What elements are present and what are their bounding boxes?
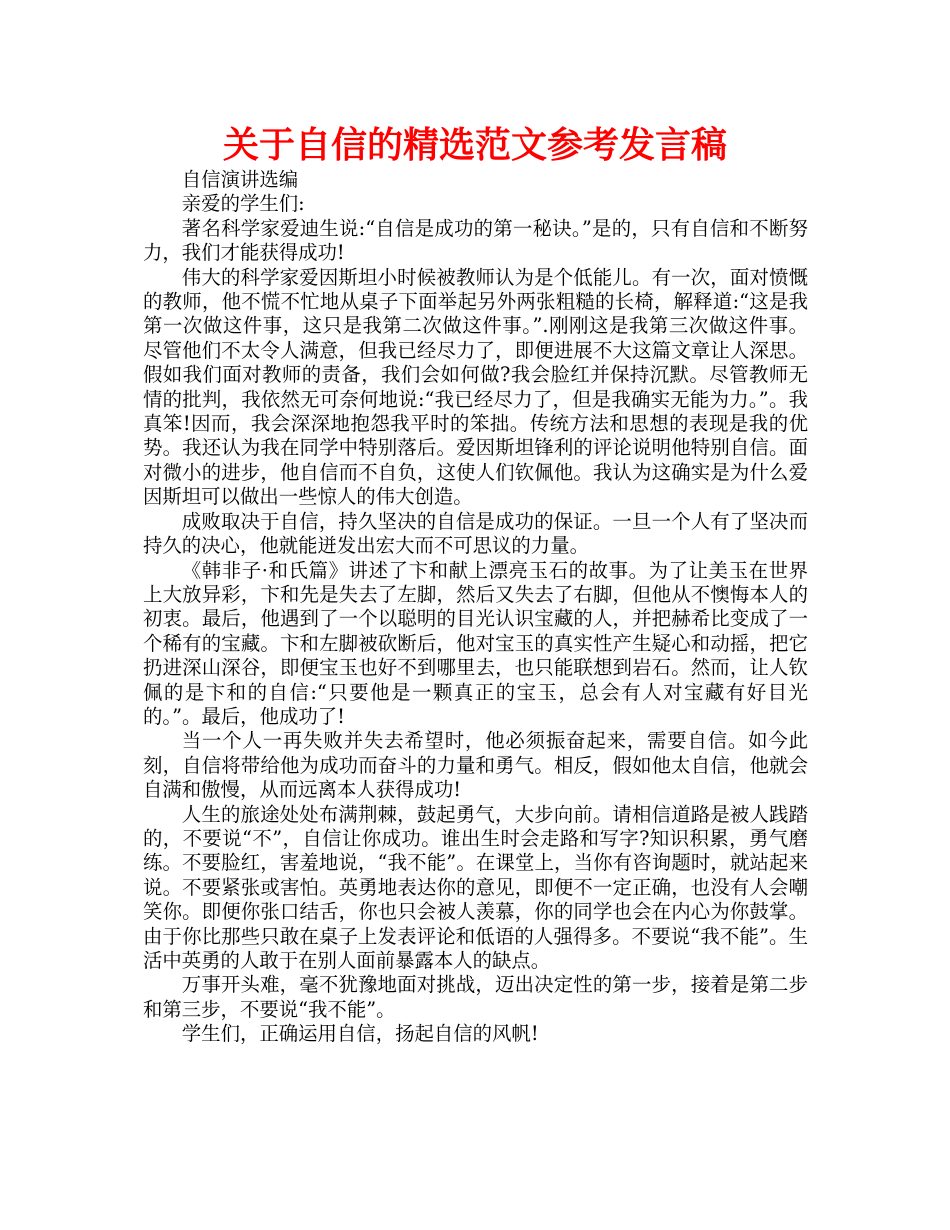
paragraph: 著名科学家爱迪生说:“自信是成功的第一秘诀。”是的，只有自信和不断努力，我们才能获得成功!: [143, 216, 808, 265]
paragraph: 《韩非子·和氏篇》讲述了卞和献上漂亮玉石的故事。为了让美玉在世界上大放异彩，卞和先是失去了左脚，然后又失去了右脚，但他从不懊悔本人的初衷。最后，他遇到了一个以聪明的目光认识宝藏的人，并把赫希比变成了一个稀有的宝藏。卞和左脚被砍断后，他对宝玉的真实性产生疑心和动摇，把它扔进深山深谷，即便宝玉也好不到哪里去，也只能联想到岩石。然而，让人钦佩的是卞和的自信:“只要他是一颗真正的宝玉，总会有人对宝藏有好目光的。”。最后，他成功了!: [143, 558, 808, 728]
paragraph-subtitle: 自信演讲选编: [181, 168, 299, 191]
document-body: [143, 168, 808, 1047]
paragraph: 成败取决于自信，持久坚决的自信是成功的保证。一旦一个人有了坚决而持久的决心，他就能迸发出宏大而不可思议的力量。: [143, 509, 808, 558]
paragraph: 万事开头难，毫不犹豫地面对挑战，迈出决定性的第一步，接着是第二步和第三步，不要说“我不能”。: [143, 973, 808, 1021]
document-title: 关于自信的精选范文参考发言稿: [222, 125, 727, 166]
paragraph: 当一个人一再失败并失去希望时，他必须振奋起来，需要自信。如今此刻，自信将带给他为成功而奋斗的力量和勇气。相反，假如他太自信，他就会自满和傲慢，从而远离本人获得成功!: [143, 729, 808, 802]
paragraph-greeting: 亲爱的学生们:: [181, 192, 305, 216]
paragraph: 伟大的科学家爱因斯坦小时候被教师认为是个低能儿。有一次，面对愤慨的教师，他不慌不忙地从桌子下面举起另外两张粗糙的长椅，解释道:“这是我第一次做这件事，这只是我第二次做这件事。”.刚刚这是我第三次做这件事。尽管他们不太令人满意，但我已经尽力了，即便进展不大这篇文章让人深思。假如我们面对教师的责备，我们会如何做?我会脸红并保持沉默。尽管教师无情的批判，我依然无可奈何地说:“我已经尽力了，但是我确实无能为力。”。我真笨!因而，我会深深地抱怨我平时的笨拙。传统方法和思想的表现是我的优势。我还认为我在同学中特别落后。爱因斯坦锋利的评论说明他特别自信。面对微小的进步，他自信而不自负，这使人们钦佩他。我认为这确实是为什么爱因斯坦可以做出一些惊人的伟大创造。: [143, 265, 808, 509]
paragraph: 人生的旅途处处布满荆棘，鼓起勇气，大步向前。请相信道路是被人践踏的，不要说“不”，自信让你成功。谁出生时会走路和写字?知识积累，勇气磨练。不要脸红，害羞地说，“我不能”。在课堂上，当你有咨询题时，就站起来说。不要紧张或害怕。英勇地表达你的意见，即便不一定正确，也没有人会嘲笑你。即便你张口结舌，你也只会被人羡慕，你的同学也会在内心为你鼓掌。由于你比那些只敢在桌子上发表评论和低语的人强得多。不要说“我不能”。生活中英勇的人敢于在别人面前暴露本人的缺点。: [143, 802, 808, 972]
paragraph-closing: 学生们，正确运用自信，扬起自信的风帆!: [181, 1022, 539, 1046]
